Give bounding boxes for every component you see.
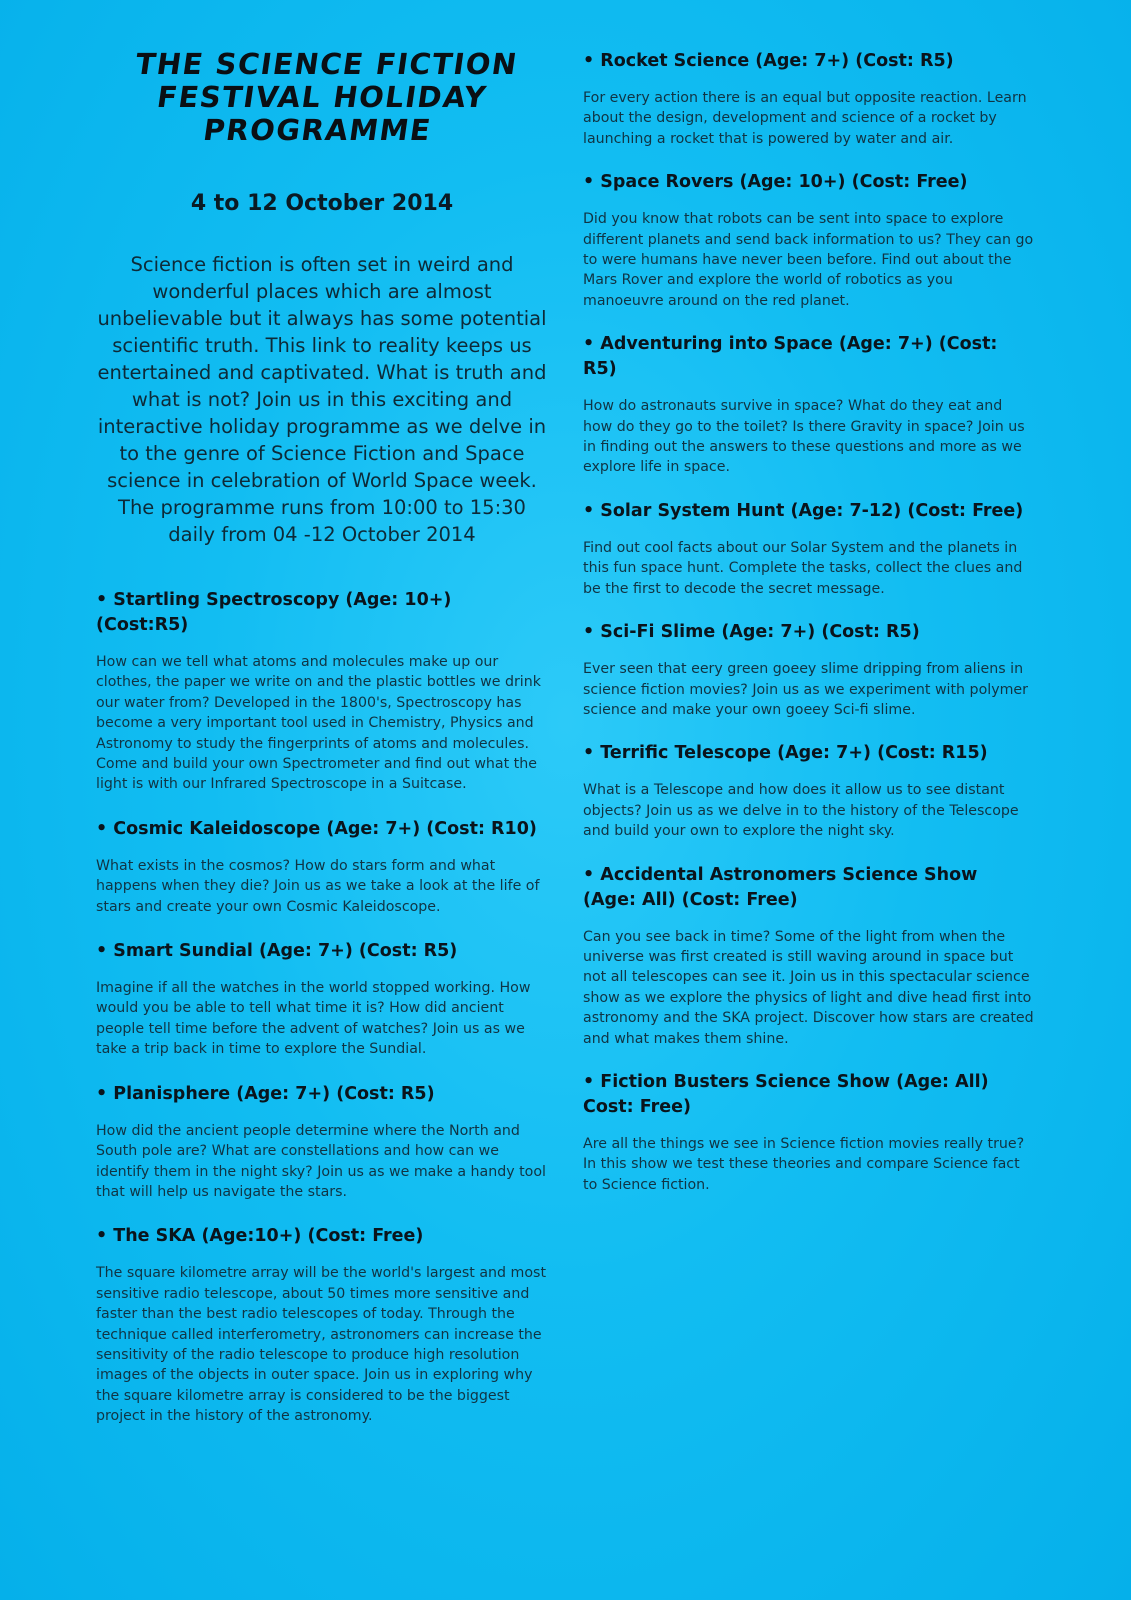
event-the-ska (96, 1224, 548, 1426)
event-heading (583, 620, 1035, 645)
event-fiction-busters (583, 1070, 1035, 1195)
event-sci-fi-slime (583, 620, 1035, 720)
event-accidental-astronomers (583, 863, 1035, 1049)
right-event-list (583, 49, 1035, 1195)
event-heading (583, 170, 1035, 195)
event-title: Solar System Hunt (Age: 7-12) (Cost: Free) (600, 500, 1024, 521)
event-smart-sundial (96, 939, 548, 1060)
right-column (583, 0, 1035, 1195)
festival-dates: 4 to 12 October 2014 (190, 191, 454, 216)
event-title: Planisphere (Age: 7+) (Cost: R5) (113, 1083, 435, 1104)
event-heading (583, 741, 1035, 766)
event-title: Adventuring into Space (Age: 7+) (Cost: R5) (583, 334, 998, 380)
left-column (96, 0, 548, 1427)
bullet-icon: • (583, 500, 595, 521)
event-description: Imagine if all the watches in the world stopped working. How would you be able to tell what time it is? How did ancient people tell time before the advent of watches? Join us as we take a trip back in time to explore the Sundial. (96, 980, 531, 1058)
event-heading (96, 588, 548, 638)
bullet-icon: • (583, 172, 595, 193)
bullet-icon: • (96, 590, 108, 610)
bullet-icon: • (583, 743, 595, 764)
bullet-icon: • (583, 334, 595, 355)
event-title: Cosmic Kaleidoscope (Age: 7+) (Cost: R10) (113, 818, 537, 839)
event-title: Sci-Fi Slime (Age: 7+) (Cost: R5) (600, 622, 920, 643)
event-description: For every action there is an equal but opposite reaction. Learn about the design, development and science of a rocket by launching a rocket that is powered by water and air. (583, 90, 1027, 147)
event-title: Terrific Telescope (Age: 7+) (Cost: R15) (600, 743, 988, 764)
event-heading (583, 499, 1035, 524)
event-description: What is a Telescope and how does it allow us to see distant objects? Join us as we delve in to the history of the Telescope and build your own to explore the night sky. (583, 782, 1019, 840)
event-heading (583, 1070, 1035, 1120)
event-heading (96, 939, 548, 964)
bullet-icon: • (96, 1083, 108, 1104)
event-space-rovers (583, 170, 1035, 311)
event-title: Startling Spectroscopy (Age: 10+) (Cost:R5) (96, 590, 452, 635)
event-title: Accidental Astronomers Science Show (Age: All) (Cost: Free) (583, 864, 978, 910)
event-startling-spectroscopy (96, 588, 548, 795)
event-cosmic-kaleidoscope (96, 817, 548, 917)
event-adventuring-into-space (583, 332, 1035, 478)
event-description: What exists in the cosmos? How do stars form and what happens when they die? Join us as we take a look at the life of stars and create your own Cosmic Kaleidoscope. (96, 857, 540, 915)
event-title: The SKA (Age:10+) (Cost: Free) (113, 1226, 424, 1247)
event-heading (96, 1224, 548, 1249)
bullet-icon: • (96, 941, 108, 962)
event-heading (583, 863, 1035, 913)
event-title: Rocket Science (Age: 7+) (Cost: R5) (600, 51, 954, 71)
event-description: How did the ancient people determine where the North and South pole are? What are constellations and how can we identify them in the night sky? Join us as we make a handy tool that will help us navigate the stars. (96, 1122, 546, 1200)
bullet-icon: • (96, 1226, 108, 1247)
page-title: THE SCIENCE FICTION FESTIVAL HOLIDAY PROGRAMME (133, 47, 521, 147)
event-description: Find out cool facts about our Solar System and the planets in this fun space hunt. Complete the tasks, collect the clues and be the first to decode the secret message. (583, 539, 1023, 597)
bullet-icon: • (583, 864, 595, 885)
event-planisphere (96, 1082, 548, 1203)
event-solar-system-hunt (583, 499, 1035, 599)
event-title: Fiction Busters Science Show (Age: All) Cost: Free) (583, 1071, 989, 1117)
event-heading (96, 1082, 548, 1107)
event-description: The square kilometre array will be the world's largest and most sensitive radio telescope, about 50 times more sensitive and faster than the best radio telescopes of today. Through the technique called interferometry, astronomers can increase the sensitivity of the radio telescope to produce high resolution images of the objects in outer space. Join us in exploring why the square kilometre array is considered to be the biggest project in the history of the astronomy. (96, 1265, 547, 1425)
bullet-icon: • (583, 1071, 595, 1092)
bullet-icon: • (96, 818, 108, 839)
event-title: Smart Sundial (Age: 7+) (Cost: R5) (113, 941, 458, 962)
event-heading (583, 49, 1035, 74)
event-description: How can we tell what atoms and molecules make up our clothes, the paper we write on and the plastic bottles we drink our water from? Developed in the 1800's, Spectroscopy has become a very important tool used in Chemistry, Physics and Astronomy to study the fingerprints of atoms and molecules. Come and build your own Spectrometer and find out what the light is with our Infrared Spectroscope in a Suitcase. (96, 654, 541, 793)
event-heading (96, 817, 548, 842)
event-description: Ever seen that eery green goeey slime dripping from aliens in science fiction movies? Join us as we experiment with polymer science and make your own goeey Sci-fi slime. (583, 661, 1028, 718)
event-description: Are all the things we see in Science fiction movies really true? In this show we test these theories and compare Science fact to Science fiction. (583, 1135, 1025, 1193)
event-heading (583, 332, 1035, 382)
event-terrific-telescope (583, 741, 1035, 841)
left-event-list (96, 588, 548, 1427)
event-description: How do astronauts survive in space? What do they eat and how do they go to the toilet? Is there Gravity in space? Join us in finding out the answers to these questions and more as we explore life in space. (583, 398, 1025, 476)
event-title: Space Rovers (Age: 10+) (Cost: Free) (600, 172, 968, 193)
event-rocket-science (583, 49, 1035, 149)
intro-paragraph: Science fiction is often set in weird and wonderful places which are almost unbelievable but it always has some potential scientific truth. This link to reality keeps us entertained and captivated. What is truth and what is not? Join us in this exciting and interactive holiday programme as we delve in to the genre of Science Fiction and Space science in celebration of World Space week. The programme runs from 10:00 to 15:30 daily from 04 -12 October 2014 (97, 253, 547, 546)
bullet-icon: • (583, 622, 595, 643)
bullet-icon: • (583, 51, 595, 71)
event-description: Did you know that robots can be sent into space to explore different planets and send back information to us? They can go to were humans have never been before. Find out about the Mars Rover and explore the world of robotics as you manoeuvre around on the red planet. (583, 211, 1034, 309)
event-description: Can you see back in time? Some of the light from when the universe was first created is still waving around in space but not all telescopes can see it. Join us in this spectacular science show as we explore the physics of light and dive head first into astronomy and the SKA project. Discover how stars are created and what makes them shine. (583, 928, 1034, 1047)
